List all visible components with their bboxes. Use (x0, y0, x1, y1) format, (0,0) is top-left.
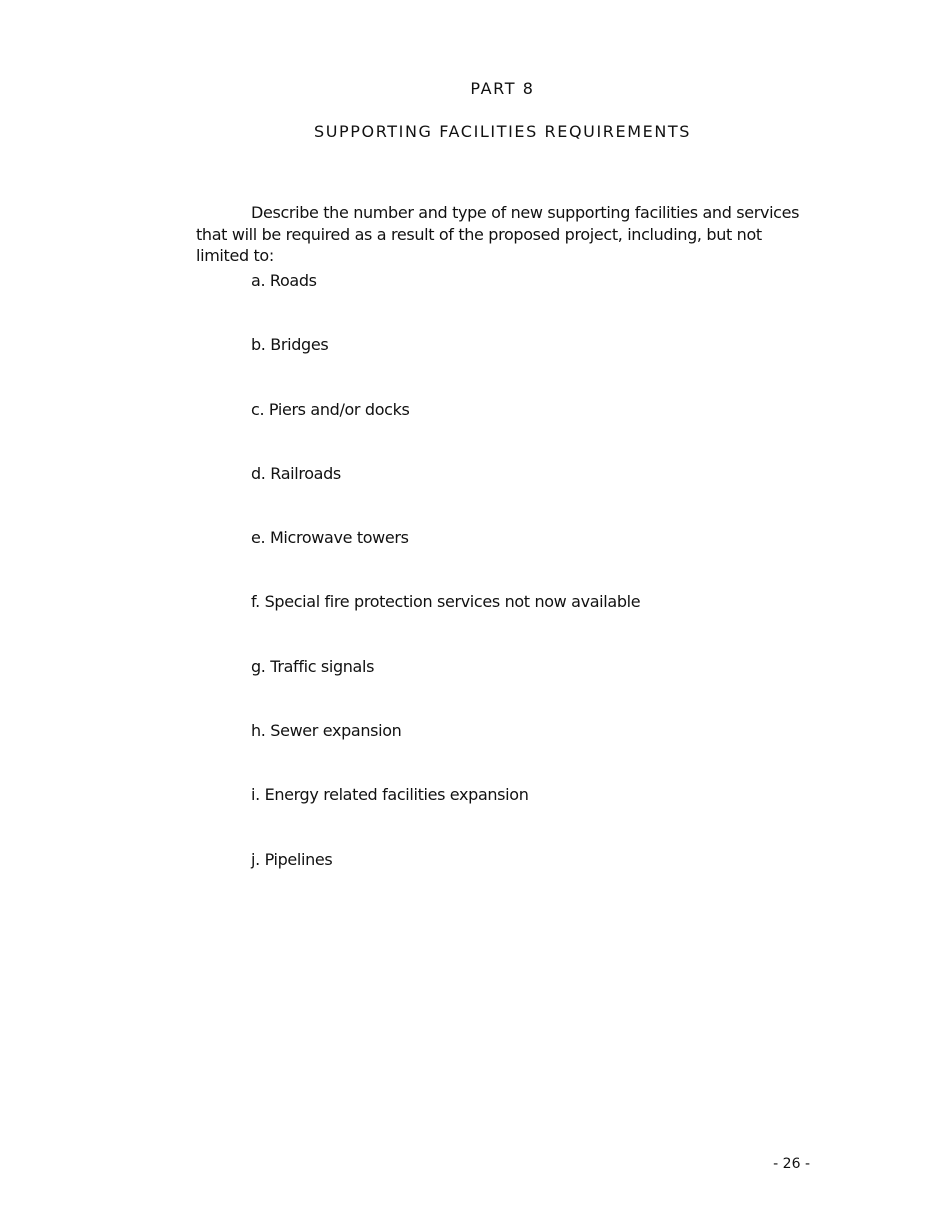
list-item-sewer-expansion: h. Sewer expansion (251, 721, 402, 741)
list-item-energy-facilities: i. Energy related facilities expansion (251, 785, 529, 805)
requirements-list (251, 271, 640, 914)
section-heading: SUPPORTING FACILITIES REQUIREMENTS (313, 122, 692, 141)
list-item-roads: a. Roads (251, 271, 317, 290)
list-item-fire-protection: f. Special fire protection services not now available (251, 592, 641, 612)
intro-paragraph: Describe the number and type of new supporting facilities and services that will be required as a result of the proposed project, including, but not limited to: (196, 203, 800, 265)
list-item-bridges: b. Bridges (251, 335, 329, 355)
list-item-railroads: d. Railroads (251, 463, 341, 483)
page-number: - 26 - (773, 1156, 810, 1172)
list-item-traffic-signals: g. Traffic signals (251, 656, 375, 676)
list-item-pipelines: j. Pipelines (251, 849, 333, 869)
part-heading: PART 8 (470, 79, 535, 98)
list-item-microwave-towers: e. Microwave towers (251, 528, 409, 548)
list-item-piers-docks: c. Piers and/or docks (251, 399, 410, 419)
